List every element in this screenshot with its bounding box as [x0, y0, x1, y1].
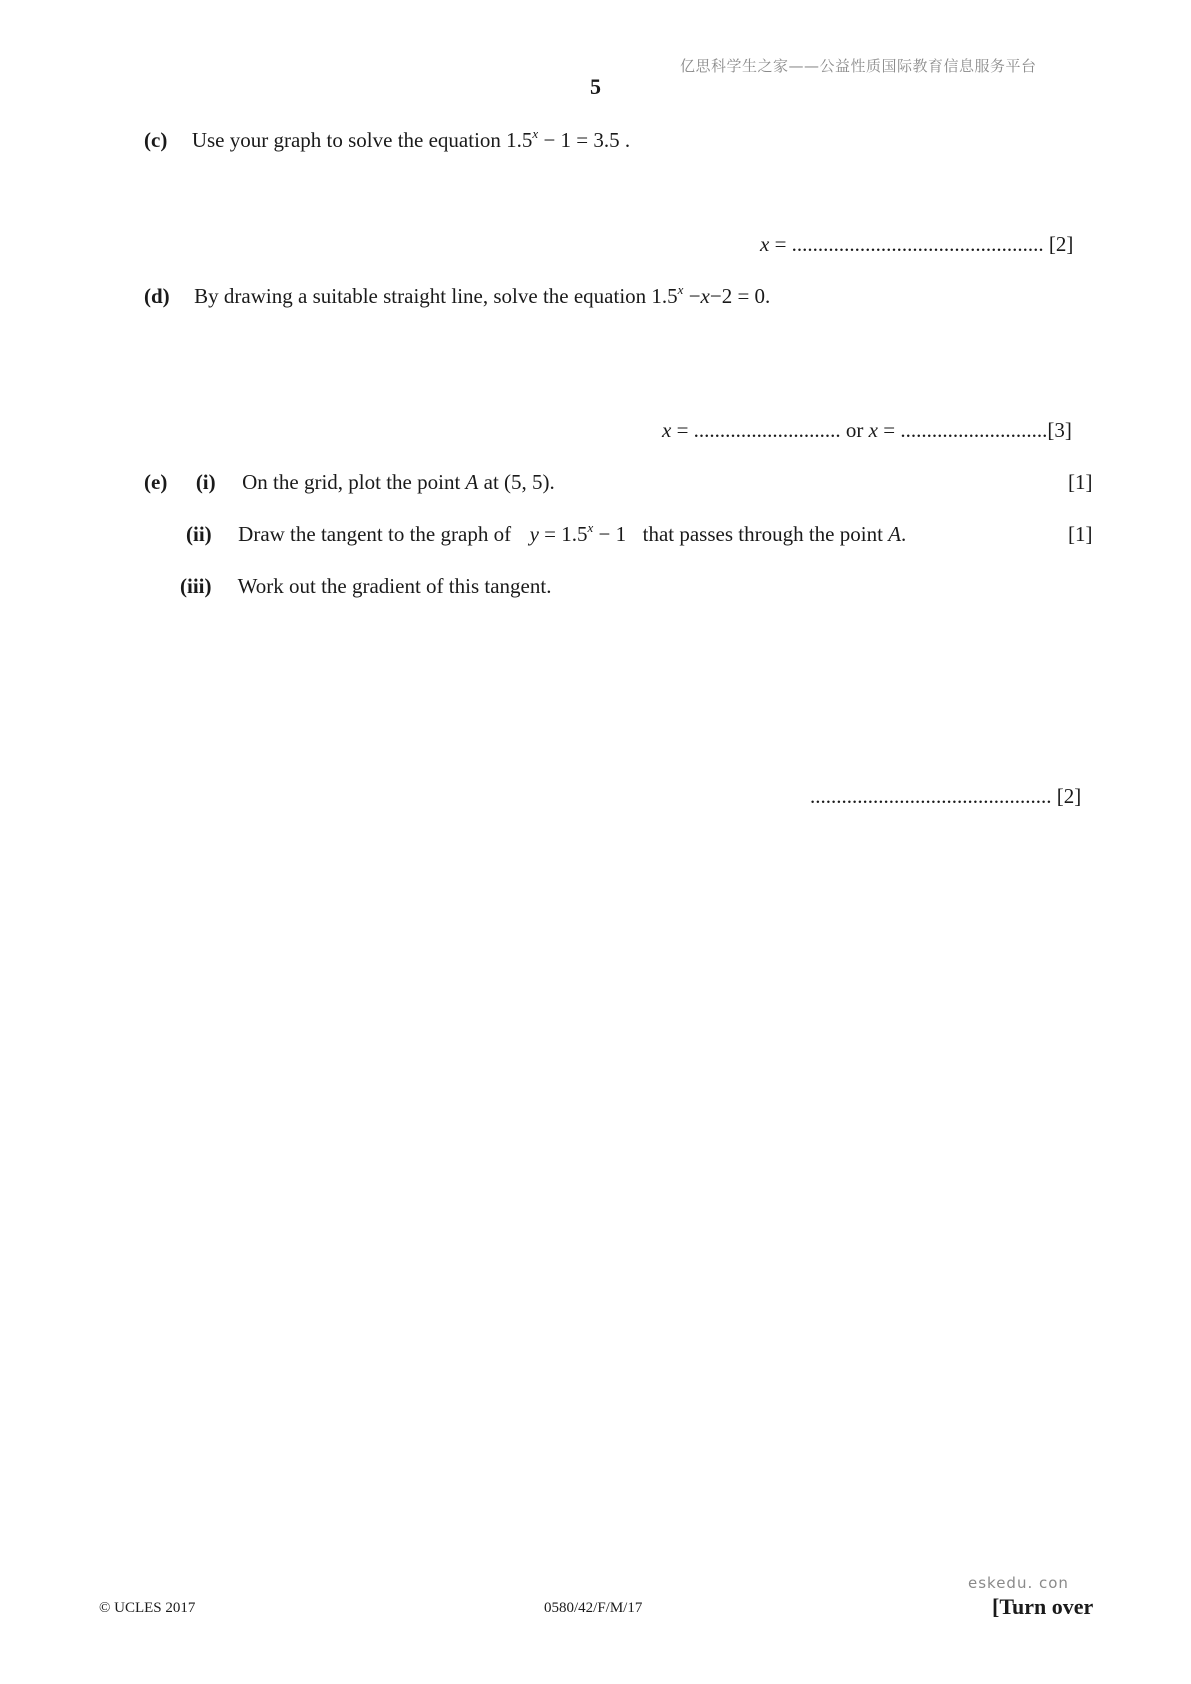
question-e-i-marks: [1] [1068, 470, 1093, 494]
question-d-answer-var2: x [868, 418, 878, 442]
question-e-i [144, 470, 555, 495]
question-e-ii-text-before: Draw the tangent to the graph of [238, 522, 512, 546]
question-e-ii [186, 522, 906, 547]
page-number: 5 [590, 74, 601, 99]
question-e-ii-marks: [1] [1068, 522, 1093, 546]
footer-watermark: eskedu. con [968, 1574, 1069, 1592]
question-e-label: (e) [144, 470, 168, 494]
question-e-ii-point: A [888, 522, 902, 546]
question-c-answer-line[interactable] [760, 232, 1073, 257]
question-c-label: (c) [144, 128, 168, 152]
question-d-answer-line[interactable] [662, 418, 1072, 443]
question-d-answer-or: or [840, 418, 869, 442]
question-d-equation: $1.5^x -x-2 = 0$. [651, 282, 771, 308]
question-d [144, 284, 770, 309]
question-e-iii-answer-line[interactable] [810, 784, 1081, 809]
footer-turn-over: [Turn over [992, 1594, 1094, 1619]
question-d-answer-dots1: = ............................ [671, 418, 841, 442]
question-d-answer-var1: x [662, 418, 672, 442]
question-e-iii-label: (iii) [180, 574, 212, 598]
question-e-iii-answer-dots: .............................................. [810, 784, 1052, 808]
question-e-ii-equation: $y = 1.5^x - 1$ [529, 520, 627, 546]
question-c-text: Use your graph to solve the equation [191, 128, 501, 152]
question-c-equation: $1.5^x - 1 = 3.5$ . [506, 126, 631, 152]
question-e-i-text-before: On the grid, plot the point [242, 470, 461, 494]
question-e-iii-marks: [2] [1056, 784, 1082, 808]
footer-paper-code: 0580/42/F/M/17 [544, 1600, 643, 1616]
header-watermark: 亿思科学生之家——公益性质国际教育信息服务平台 [680, 57, 1037, 75]
question-c-answer-var: x [760, 232, 770, 256]
question-c-answer-dots: = ................................................ [769, 232, 1044, 256]
question-e-ii-text-after: that passes through the point [642, 522, 883, 546]
question-e-ii-period: . [901, 522, 907, 546]
question-d-label: (d) [144, 284, 170, 308]
question-e-i-point: A [465, 470, 479, 494]
question-e-iii [180, 574, 551, 599]
question-d-text: By drawing a suitable straight line, solve the equation [194, 284, 647, 308]
question-d-answer-dots2: = ............................ [878, 418, 1048, 442]
question-e-i-text-after: at (5, 5). [483, 470, 555, 494]
question-d-marks: [3] [1047, 418, 1072, 442]
question-c-marks: [2] [1048, 232, 1074, 256]
question-e-ii-label: (ii) [186, 522, 212, 546]
question-e-i-label: (i) [195, 470, 216, 494]
footer-copyright: © UCLES 2017 [99, 1600, 196, 1616]
question-c [144, 128, 630, 153]
question-e-iii-text: Work out the gradient of this tangent. [237, 574, 552, 598]
